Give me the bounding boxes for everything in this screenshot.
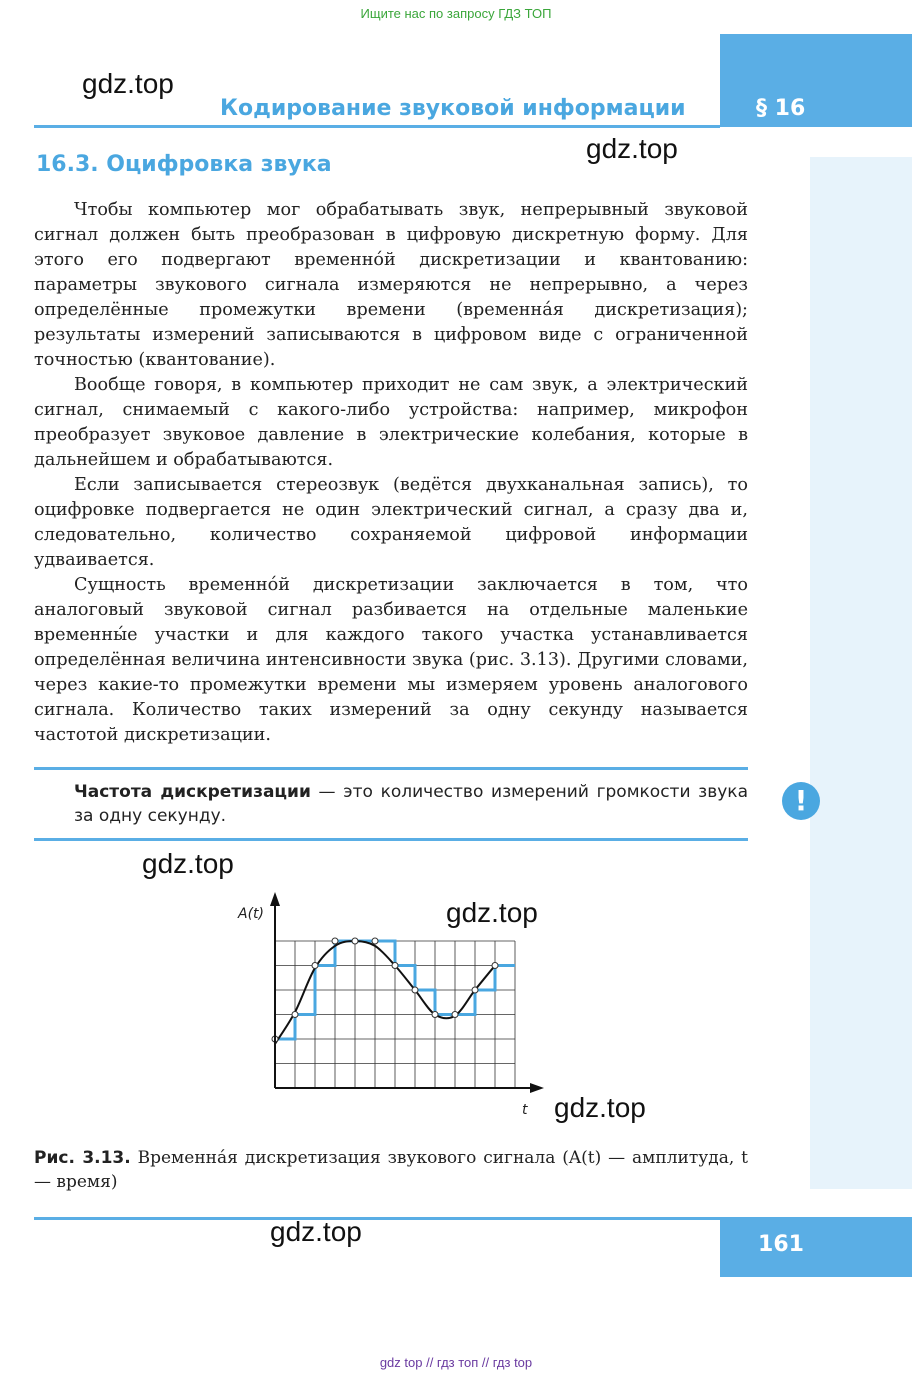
sample-point <box>472 987 478 993</box>
header-divider <box>34 125 720 128</box>
sample-point <box>412 987 418 993</box>
sample-point <box>292 1012 298 1018</box>
watermark: gdz.top <box>82 68 174 99</box>
side-panel <box>810 157 912 1189</box>
paragraph: Вообще говоря, в компьютер приходит не сам звук, а электрический сигнал, снимаемый с какого-либо устройства: например, микрофон преобразует звуковое давление в электрические колебания, которые в дальнейшем и обрабатываются. <box>34 375 748 470</box>
watermark: gdz.top <box>446 897 538 928</box>
sample-point <box>432 1012 438 1018</box>
definition-top-rule <box>34 767 748 770</box>
exclamation-icon: ! <box>782 782 820 820</box>
watermark: gdz.top <box>270 1216 362 1247</box>
definition-box <box>74 780 748 828</box>
paragraph: Сущность временнóй дискретизации заключается в том, что аналоговый звуковой сигнал разбивается на отдельные маленькие временны́е участки и для каждого такого участка устанавливается определённая величина интенсивности звука (рис. 3.13). Другими словами, через какие-то промежутки времени мы измеряем уровень аналогового сигнала. Количество таких измерений за одну секунду называется частотой дискретизации. <box>34 575 748 745</box>
x-axis-arrow <box>530 1083 544 1093</box>
page-number: 161 <box>758 1232 804 1257</box>
body-text <box>34 198 748 748</box>
caption-text: Временнáя дискретизация звукового сигнала (A(t) — амплитуда, t — время) <box>34 1148 748 1192</box>
sample-point <box>332 938 338 944</box>
definition-term: Частота дискретизации <box>74 782 311 802</box>
section-box <box>720 34 912 127</box>
analog-signal <box>275 941 495 1044</box>
paragraph: Чтобы компьютер мог обрабатывать звук, непрерывный звуковой сигнал должен быть преобразован в цифровую дискретную форму. Для этого его подвергают временнóй дискретизации и квантованию: параметры звукового сигнала измеряются не непрерывно, а через определённые промежутки времени (временнáя дискретизация); результаты измерений записываются в цифровом виде с ограниченной точностью (квантование). <box>34 200 748 370</box>
figure-caption <box>34 1146 748 1194</box>
sample-point <box>372 938 378 944</box>
bottom-banner: gdz top // гдз топ // гдз top <box>379 1355 533 1370</box>
chapter-title: Кодирование звуковой информации <box>220 96 686 121</box>
definition-bottom-rule <box>34 838 748 841</box>
y-axis-label: A(t) <box>238 906 264 922</box>
caption-label: Рис. 3.13. <box>34 1148 131 1168</box>
figure-3-13 <box>230 890 560 1130</box>
top-banner: Ищите нас по запросу ГДЗ ТОП <box>360 6 552 21</box>
watermark: gdz.top <box>554 1092 646 1123</box>
watermark: gdz.top <box>142 848 234 879</box>
x-axis-label: t <box>522 1102 528 1118</box>
sample-point <box>452 1012 458 1018</box>
y-axis-arrow <box>270 892 280 906</box>
section-subtitle: 16.3. Оцифровка звука <box>36 152 332 177</box>
footer-divider <box>34 1217 720 1220</box>
sample-point <box>392 963 398 969</box>
analog-curve <box>275 941 495 1044</box>
chart-axes <box>270 892 544 1093</box>
sample-point <box>492 963 498 969</box>
paragraph: Если записывается стереозвук (ведётся двухканальная запись), то оцифровке подвергается не один электрический сигнал, а сразу два и, следовательно, количество сохраняемой цифровой информации удваивается. <box>34 475 748 570</box>
definition-text: — это количество измерений громкости звука за одну секунду. <box>74 782 748 826</box>
sample-point <box>312 963 318 969</box>
sample-point <box>352 938 358 944</box>
watermark: gdz.top <box>586 133 678 164</box>
section-number: § 16 <box>756 96 806 121</box>
